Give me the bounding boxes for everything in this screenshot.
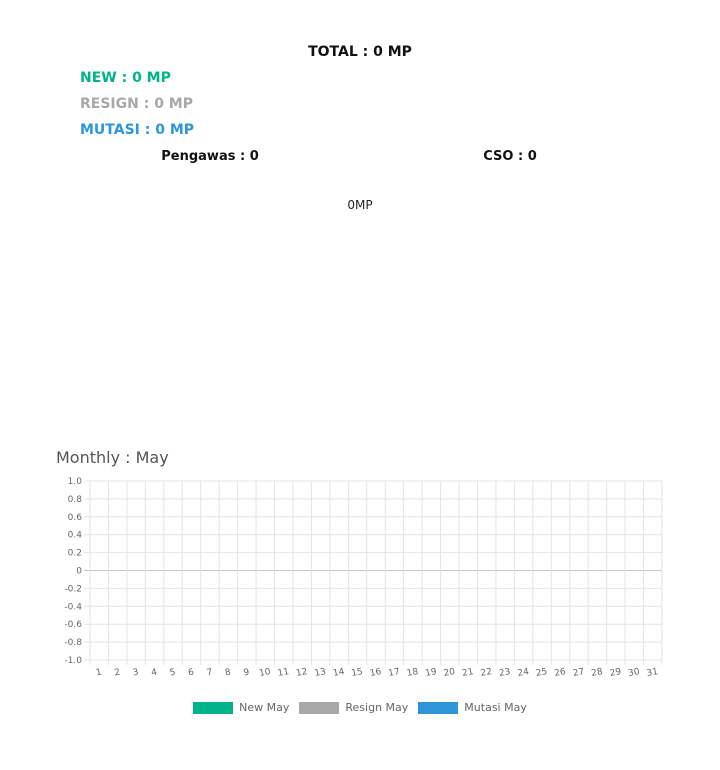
y-tick-label: -0.4	[64, 602, 82, 613]
x-tick-label: 19	[424, 667, 438, 679]
monthly-chart-title: Monthly : May	[56, 448, 169, 467]
legend-label: Mutasi May	[464, 701, 527, 714]
donut-center-label: 0MP	[347, 198, 373, 212]
x-tick-label: 24	[516, 667, 530, 679]
x-tick-label: 6	[187, 667, 195, 679]
resign-count: RESIGN : 0 MP	[80, 96, 193, 112]
legend-swatch	[193, 702, 233, 714]
legend-swatch	[299, 702, 339, 714]
y-tick-label: 0.2	[67, 548, 82, 559]
x-tick-label: 10	[258, 667, 272, 679]
chart-canvas	[0, 470, 720, 685]
new-count: NEW : 0 MP	[80, 70, 171, 86]
y-tick-label: -0.2	[64, 584, 82, 595]
x-tick-label: 4	[150, 667, 158, 679]
x-tick-label: 14	[332, 667, 346, 679]
x-tick-label: 28	[590, 667, 604, 679]
x-tick-label: 23	[498, 667, 512, 679]
x-tick-label: 16	[369, 667, 383, 679]
x-tick-label: 8	[224, 667, 232, 679]
monthly-line-chart	[0, 470, 720, 689]
total-count: TOTAL : 0 MP	[308, 44, 412, 60]
y-tick-label: -0.8	[64, 638, 82, 649]
x-tick-label: 7	[205, 667, 214, 679]
x-tick-label: 17	[387, 667, 401, 679]
x-tick-label: 31	[645, 667, 659, 679]
legend-label: New May	[239, 701, 290, 714]
x-tick-label: 21	[461, 667, 475, 679]
x-tick-label: 25	[535, 667, 549, 679]
x-tick-label: 9	[242, 667, 251, 679]
x-tick-label: 13	[313, 667, 327, 679]
y-tick-label: 0	[76, 566, 82, 577]
x-tick-label: 11	[276, 667, 290, 679]
x-tick-label: 29	[609, 667, 623, 679]
y-tick-label: 0.8	[67, 494, 82, 505]
x-tick-label: 2	[113, 667, 122, 679]
y-tick-label: 1.0	[67, 477, 82, 487]
y-tick-label: -1.0	[64, 656, 82, 666]
x-tick-label: 27	[572, 667, 586, 679]
x-tick-label: 20	[442, 667, 456, 679]
x-tick-label: 3	[132, 667, 140, 679]
legend-label: Resign May	[345, 701, 409, 714]
legend-item[interactable]	[193, 701, 289, 714]
x-tick-label: 12	[295, 667, 309, 679]
legend-item[interactable]	[299, 701, 408, 714]
y-tick-label: -0.6	[64, 620, 82, 631]
pengawas-count: Pengawas : 0	[161, 149, 259, 164]
mutasi-count: MUTASI : 0 MP	[80, 122, 195, 138]
x-tick-label: 26	[553, 667, 567, 679]
y-tick-label: 0.4	[67, 530, 82, 541]
y-tick-label: 0.6	[67, 512, 82, 523]
x-tick-label: 5	[168, 667, 177, 679]
x-tick-label: 30	[627, 667, 641, 679]
chart-legend	[0, 701, 720, 714]
x-tick-label: 22	[479, 667, 493, 679]
x-tick-label: 15	[350, 667, 364, 679]
cso-count: CSO : 0	[483, 149, 537, 164]
x-tick-label: 18	[406, 667, 420, 679]
legend-item[interactable]	[418, 701, 527, 714]
x-tick-label: 1	[95, 667, 103, 679]
legend-swatch	[418, 702, 458, 714]
